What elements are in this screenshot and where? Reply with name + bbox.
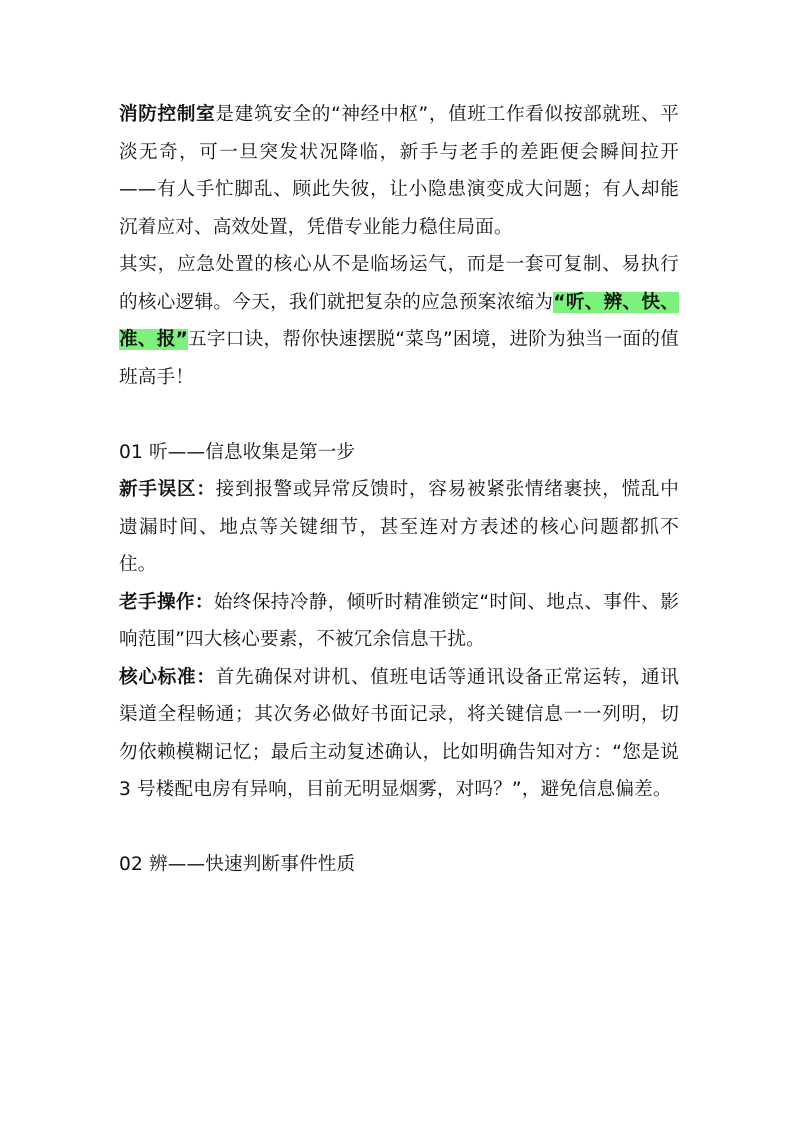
section-1-item	[119, 471, 679, 584]
section-1-item	[119, 584, 679, 659]
item-label: 核心标准：	[119, 666, 216, 688]
section-2-heading: 02 辨——快速判断事件性质	[119, 854, 356, 875]
intro-lead-text: 是建筑安全的“神经中枢”，值班工作看似按部就班、平淡无奇，可一旦突发状况降临，新手与老手的差距便会瞬间拉开——有人手忙脚乱、顾此失彼，让小隐患演变成大问题；有人却能沉着应对、高效处置，凭借专业能力稳住局面。	[119, 104, 679, 238]
document-page	[119, 96, 679, 884]
item-label: 新手误区：	[119, 479, 216, 500]
blank-line	[119, 396, 679, 434]
intro-lead-bold: 消防控制室	[119, 104, 216, 125]
mnemonic-highlight: “听、辨、快、准、报”	[119, 291, 679, 350]
intro-p2-end: 五字口诀，帮你快速摆脱“菜鸟”困境，进阶为独当一面的值班高手！	[119, 329, 679, 388]
blank-line	[119, 809, 679, 847]
item-text: 接到报警或异常反馈时，容易被紧张情绪裹挟，慌乱中遗漏时间、地点等关键细节，甚至连对方表述的核心问题都抓不住。	[119, 479, 679, 575]
intro-paragraph-2	[119, 246, 679, 396]
intro-paragraph-1	[119, 96, 679, 246]
item-text: 首先确保对讲机、值班电话等通讯设备正常运转，通讯渠道全程畅通；其次务必做好书面记录，将关键信息一一列明，切勿依赖模糊记忆；最后主动复述确认，比如明确告知对方：“您是说 3 号楼配电房有异响，目前无明显烟雾，对吗？”，避免信息偏差。	[119, 666, 679, 800]
section-1-item	[119, 659, 679, 809]
item-label: 老手操作：	[119, 591, 214, 613]
section-1-heading: 01 听——信息收集是第一步	[119, 441, 356, 463]
intro-p2-start: 其实，应急处置的核心从不是临场运气，而是一套可复制、易执行的核心逻辑。今天，我们就把复杂的应急预案浓缩为	[119, 254, 679, 313]
item-text: 始终保持冷静，倾听时精准锁定“时间、地点、事件、影响范围”四大核心要素，不被冗余信息干扰。	[119, 591, 679, 650]
